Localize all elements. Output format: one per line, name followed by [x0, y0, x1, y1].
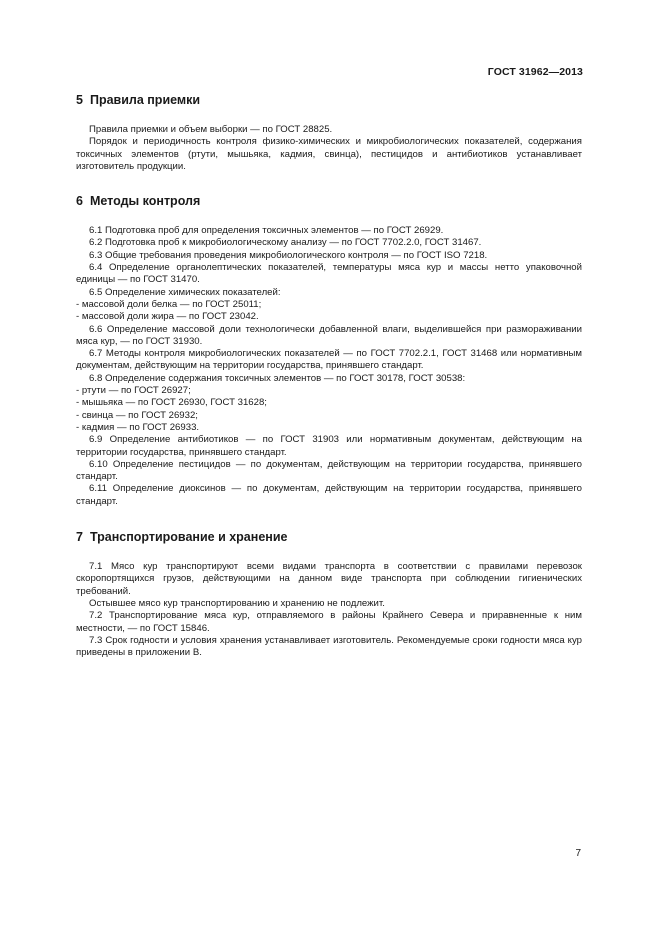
list-item: - массовой доли жира — по ГОСТ 23042. [76, 311, 259, 323]
clause-6-11: 6.11 Определение диоксинов — по документам, действующим на территории государства, принявшего стандарт. [76, 483, 582, 507]
clause-6-9: 6.9 Определение антибиотиков — по ГОСТ 31903 или нормативным документам, действующим на территории государства, принявшего стандарт. [76, 434, 582, 458]
section-number: 6 [76, 194, 83, 209]
list-item: - массовой доли белка — по ГОСТ 25011; [76, 298, 262, 310]
section-5 [76, 92, 582, 173]
section-7 [76, 529, 582, 659]
section-title-text: Транспортирование и хранение [89, 530, 288, 545]
paragraph: Порядок и периодичность контроля физико-химических и микробиологических показателей, содержания токсичных элементов (ртути, мышьяка, кадмия, свинца), пестицидов и антибиотиков устанавливает изготовитель продукции. [76, 136, 582, 172]
list-item: - мышьяка — по ГОСТ 26930, ГОСТ 31628; [76, 397, 267, 409]
clause-6-5: 6.5 Определение химических показателей: [89, 286, 281, 298]
document-number-header: ГОСТ 31962—2013 [487, 66, 583, 78]
clause-6-8: 6.8 Определение содержания токсичных элементов — по ГОСТ 30178, ГОСТ 30538: [89, 372, 466, 384]
clause-7-3: 7.3 Срок годности и условия хранения устанавливает изготовитель. Рекомендуемые сроки годности мяса кур приведены в приложении В. [76, 634, 582, 659]
clause-6-7: 6.7 Методы контроля микробиологических показателей — по ГОСТ 7702.2.1, ГОСТ 31468 или нормативным документам, действующим на территории государства, принявшего стандарт. [76, 348, 582, 372]
section-number: 5 [76, 93, 83, 107]
section-6-body [76, 225, 582, 508]
list-item: - кадмия — по ГОСТ 26933. [76, 421, 200, 433]
section-number: 7 [76, 530, 83, 545]
section-6 [76, 193, 582, 508]
paragraph: Остывшее мясо кур транспортированию и хранению не подлежит. [89, 597, 385, 609]
clause-6-2: 6.2 Подготовка проб к микробиологическому анализу — по ГОСТ 7702.2.0, ГОСТ 31467. [89, 237, 482, 249]
section-6-heading [76, 193, 582, 209]
clause-7-2: 7.2 Транспортирование мяса кур, отправляемого в районы Крайнего Севера и приравненные к ним местности, — по ГОСТ 15846. [76, 610, 582, 634]
section-title-text: Правила приемки [89, 93, 201, 107]
section-7-body [76, 561, 582, 659]
section-7-heading [76, 529, 582, 545]
page-number: 7 [575, 848, 581, 859]
clause-7-1: 7.1 Мясо кур транспортируют всеми видами транспорта в соответствии с правилами перевозок скоропортящихся грузов, действующими на данном виде транспорта при соблюдении гигиенических требований. [76, 561, 582, 597]
paragraph: Правила приемки и объем выборки — по ГОСТ 28825. [89, 124, 333, 135]
clause-6-3: 6.3 Общие требования проведения микробиологического контроля — по ГОСТ ISO 7218. [89, 249, 488, 261]
section-title-text: Методы контроля [89, 194, 201, 209]
clause-6-1: 6.1 Подготовка проб для определения токсичных элементов — по ГОСТ 26929. [89, 225, 444, 237]
section-5-body [76, 124, 582, 173]
list-item: - ртути — по ГОСТ 26927; [76, 385, 191, 397]
clause-6-6: 6.6 Определение массовой доли технологически добавленной влаги, выделившейся при размораживании мяса кур, — по ГОСТ 31930. [76, 323, 582, 347]
clause-6-10: 6.10 Определение пестицидов — по документам, действующим на территории государства, принявшего стандарт. [76, 458, 582, 483]
document-content [76, 92, 582, 659]
clause-6-4: 6.4 Определение органолептических показателей, температуры мяса кур и массы нетто упаковочной единицы — по ГОСТ 31470. [76, 262, 582, 286]
list-item: - свинца — по ГОСТ 26932; [76, 409, 198, 421]
section-5-heading [76, 92, 582, 108]
